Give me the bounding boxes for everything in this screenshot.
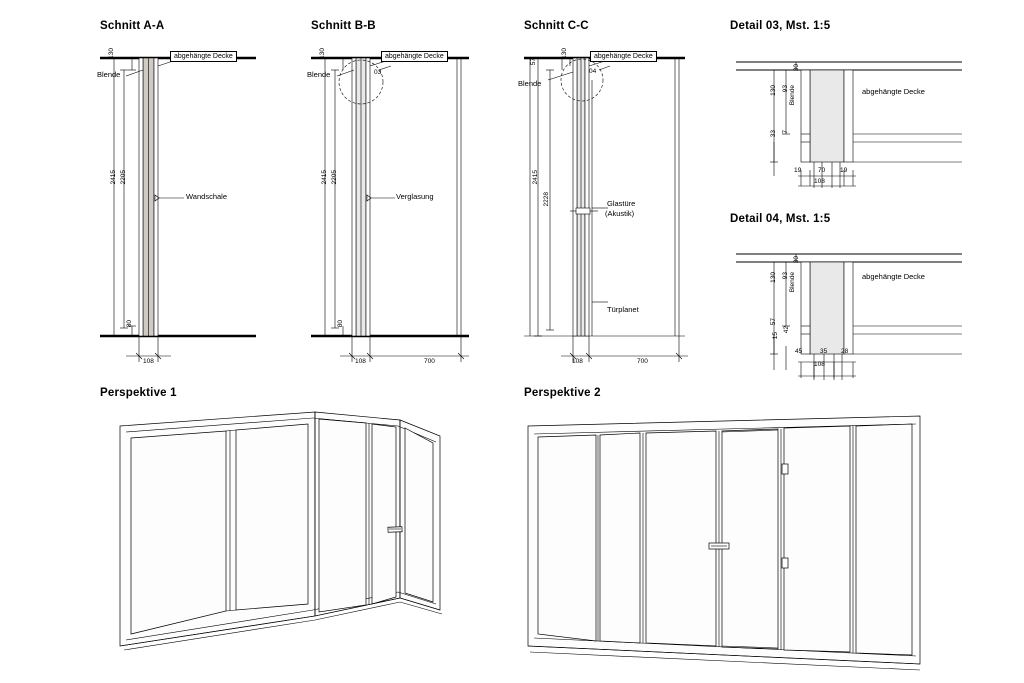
section-title-schnitt-bb: Schnitt B-B bbox=[311, 20, 376, 32]
schnitt-bb-blende-label: Blende bbox=[307, 70, 331, 79]
detail-04-dim-35: 35 bbox=[820, 348, 828, 355]
detail-03-ceiling-label: abgehängte Decke bbox=[862, 87, 925, 96]
schnitt-aa-dim-top: 130 bbox=[108, 48, 115, 59]
perspektive-2-drawing bbox=[520, 398, 940, 673]
detail-03-dim-7: 7 bbox=[782, 130, 789, 134]
schnitt-cc-ceiling-callout: abgehängte Decke bbox=[590, 51, 657, 62]
section-title-schnitt-aa: Schnitt A-A bbox=[100, 20, 165, 32]
schnitt-cc-blende-label: Blende bbox=[518, 79, 542, 88]
schnitt-aa-dim-width: 108 bbox=[143, 358, 154, 365]
schnitt-bb-dim-total: 2415 bbox=[321, 170, 328, 185]
schnitt-cc-tuerplanet-label: Türplanet bbox=[607, 305, 639, 314]
section-title-perspektive-2: Perspektive 2 bbox=[524, 387, 601, 399]
perspektive-1-drawing bbox=[100, 398, 500, 673]
schnitt-aa-wandschale-label: Wandschale bbox=[186, 192, 227, 201]
detail-04-dim-top: 30 bbox=[793, 256, 800, 264]
schnitt-bb-verglasung-label: Verglasung bbox=[396, 192, 434, 201]
detail-03-dim-total: 108 bbox=[814, 178, 825, 185]
detail-03-dim-70: 70 bbox=[818, 167, 826, 174]
schnitt-cc-dim-width-field: 700 bbox=[637, 358, 648, 365]
detail-04-dim-total: 108 bbox=[814, 361, 825, 368]
detail-04-blende-label: Blende bbox=[789, 272, 796, 293]
schnitt-aa-dim-inner: 2205 bbox=[120, 170, 127, 185]
schnitt-bb-dim-bottom: 80 bbox=[337, 320, 344, 328]
section-title-schnitt-cc: Schnitt C-C bbox=[524, 20, 589, 32]
detail-03-blende-label: Blende bbox=[789, 85, 796, 106]
schnitt-aa-ceiling-callout: abgehängte Decke bbox=[170, 51, 237, 62]
schnitt-cc-dim-width-base: 108 bbox=[572, 358, 583, 365]
detail-03-dim-top: 30 bbox=[793, 64, 800, 72]
schnitt-cc-glastuere-sub-label: (Akustik) bbox=[605, 209, 635, 218]
schnitt-bb-detail-marker: 03 bbox=[374, 69, 382, 76]
schnitt-aa-blende-label: Blende bbox=[97, 70, 121, 79]
schnitt-cc-glastuere-label: Glastüre bbox=[607, 199, 636, 208]
detail-03-dim-19-right: 19 bbox=[840, 167, 848, 174]
schnitt-aa-drawing bbox=[96, 40, 276, 370]
schnitt-bb-ceiling-callout: abgehängte Decke bbox=[381, 51, 448, 62]
schnitt-aa-dim-bottom: 80 bbox=[126, 320, 133, 328]
schnitt-bb-drawing bbox=[307, 40, 487, 370]
schnitt-cc-dim-total: 2415 bbox=[532, 170, 539, 185]
detail-04-dim-28: 28 bbox=[841, 348, 849, 355]
schnitt-cc-dim-top-second: 57 bbox=[530, 58, 537, 66]
schnitt-bb-dim-inner: 2205 bbox=[331, 170, 338, 185]
detail-03-dim-33: 33 bbox=[770, 130, 777, 138]
schnitt-cc-dim-inner: 2228 bbox=[543, 192, 550, 207]
detail-04-dim-57: 57 bbox=[770, 318, 777, 326]
schnitt-cc-dim-top: 130 bbox=[561, 48, 568, 59]
detail-03-dim-130: 130 bbox=[770, 85, 777, 96]
schnitt-bb-dim-top: 130 bbox=[319, 48, 326, 59]
detail-04-ceiling-label: abgehängte Decke bbox=[862, 272, 925, 281]
schnitt-bb-dim-width-base: 108 bbox=[355, 358, 366, 365]
detail-04-drawing bbox=[726, 238, 966, 388]
detail-03-dim-19-left: 19 bbox=[794, 167, 802, 174]
schnitt-aa-dim-total: 2415 bbox=[110, 170, 117, 185]
detail-04-dim-130: 130 bbox=[770, 272, 777, 283]
section-title-detail-04: Detail 04, Mst. 1:5 bbox=[730, 213, 831, 225]
schnitt-cc-detail-marker: 04 bbox=[589, 68, 597, 75]
detail-04-dim-15: 15 bbox=[772, 332, 779, 340]
section-title-detail-03: Detail 03, Mst. 1:5 bbox=[730, 20, 831, 32]
detail-04-dim-42: 42 bbox=[783, 326, 790, 334]
detail-04-dim-93: 93 bbox=[782, 272, 789, 280]
section-title-perspektive-1: Perspektive 1 bbox=[100, 387, 177, 399]
detail-03-dim-93: 93 bbox=[782, 85, 789, 93]
schnitt-bb-dim-width-field: 700 bbox=[424, 358, 435, 365]
detail-04-dim-45: 45 bbox=[795, 348, 803, 355]
